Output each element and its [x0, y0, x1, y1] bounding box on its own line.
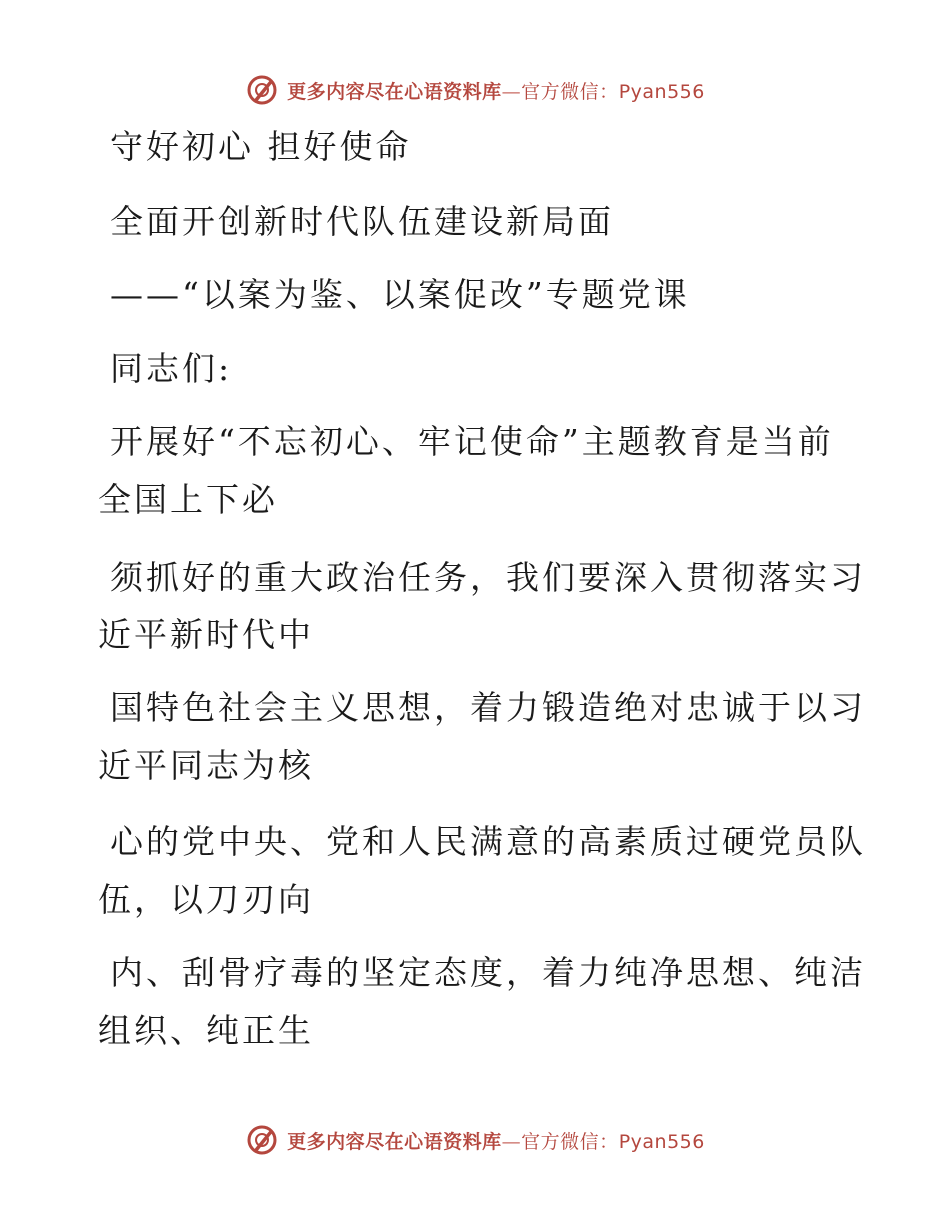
watermark-site: 更多内容尽在心语资料库: [287, 1130, 502, 1153]
paragraph-line: 近平新时代中: [98, 615, 314, 654]
paragraph-line: 开展好“不忘初心、牢记使命”主题教育是当前: [110, 422, 834, 461]
document-title-secondary: 全面开创新时代队伍建设新局面: [110, 202, 614, 241]
document-subtitle: ——“以案为鉴、以案促改”专题党课: [110, 275, 690, 314]
watermark-wechat-id: Pyan556: [618, 1130, 705, 1153]
watermark-wechat-label: 官方微信：: [521, 80, 619, 103]
paragraph-line: 伍，以刀刃向: [98, 880, 314, 919]
header-watermark: [0, 70, 950, 110]
quill-circle-icon: [245, 73, 279, 107]
paragraph-line: 全国上下必: [98, 480, 278, 519]
watermark-wechat-id: Pyan556: [618, 80, 705, 103]
paragraph-line: 组织、纯正生: [98, 1011, 314, 1050]
watermark-site: 更多内容尽在心语资料库: [287, 80, 502, 103]
paragraph-line: 内、刮骨疗毒的坚定态度，着力纯净思想、纯洁: [110, 953, 866, 992]
watermark-text: [287, 1127, 705, 1154]
quill-circle-icon: [245, 1123, 279, 1157]
paragraph-line: 国特色社会主义思想，着力锻造绝对忠诚于以习: [110, 688, 866, 727]
watermark-text: [287, 77, 705, 104]
document-title: 守好初心 担好使命: [110, 127, 412, 166]
paragraph-line: 心的党中央、党和人民满意的高素质过硬党员队: [110, 822, 866, 861]
watermark-dash: —: [501, 1130, 522, 1153]
paragraph-line: 近平同志为核: [98, 746, 314, 785]
watermark-dash: —: [501, 80, 522, 103]
paragraph-line: 须抓好的重大政治任务，我们要深入贯彻落实习: [110, 558, 866, 597]
greeting: 同志们:: [110, 349, 233, 388]
footer-watermark: [0, 1120, 950, 1160]
watermark-wechat-label: 官方微信：: [521, 1130, 619, 1153]
